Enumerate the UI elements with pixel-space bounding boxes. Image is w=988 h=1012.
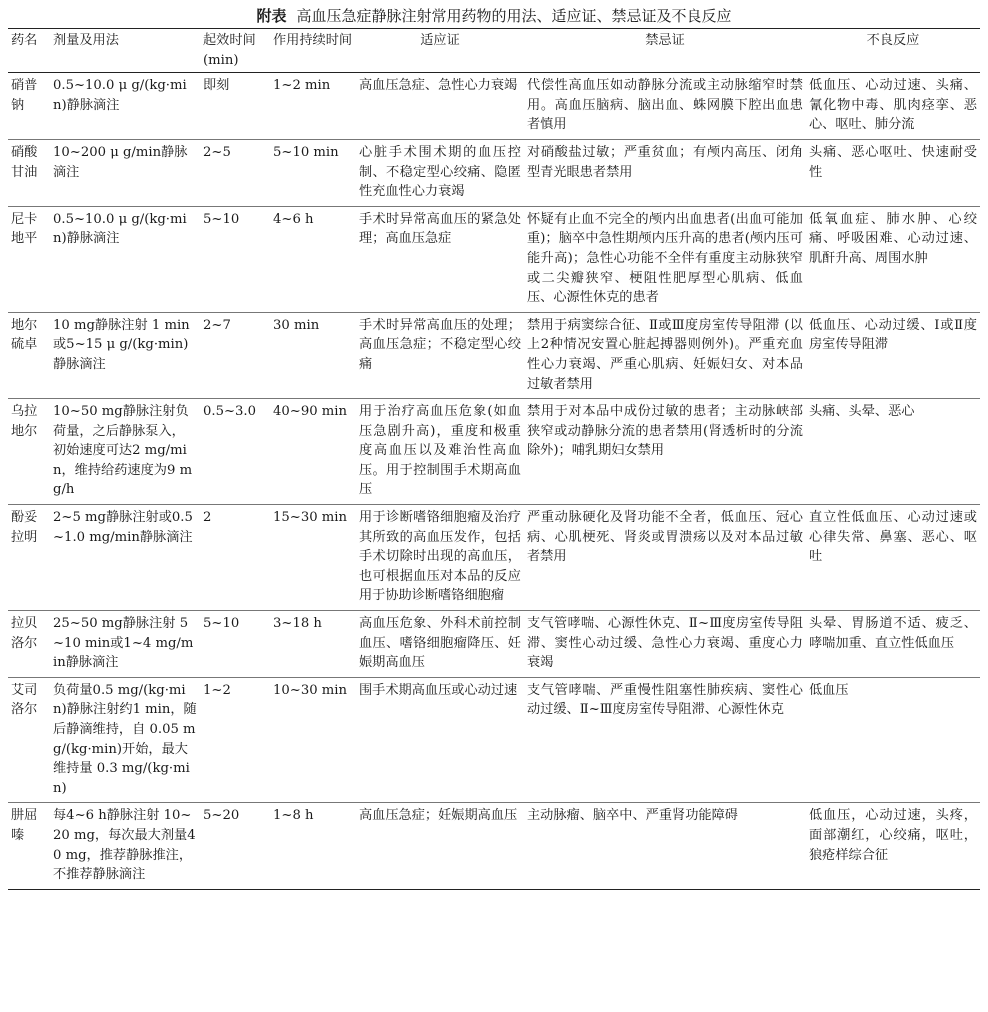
cell-adverse: 头痛、头晕、恶心 <box>809 404 915 420</box>
cell-dose: 0.5~10.0 μ g/(kg·min)静脉滴注 <box>53 211 187 247</box>
table-row <box>8 73 980 140</box>
cell-adverse: 头晕、胃肠道不适、疲乏、哮喘加重、直立性低血压 <box>809 616 977 651</box>
cell-drug: 酚妥拉明 <box>11 510 38 545</box>
cell-contraindication: 支气管哮喘、心源性休克、Ⅱ~Ⅲ度房室传导阻滞、窦性心动过缓、急性心力衰竭、重度心力衰竭 <box>527 616 803 671</box>
cell-indication: 高血压危象、外科术前控制血压、嗜铬细胞瘤降压、妊娠期高血压 <box>359 616 521 671</box>
cell-drug: 尼卡地平 <box>11 211 38 247</box>
cell-onset: 2 <box>203 510 212 526</box>
header-adverse: 不良反应 <box>866 33 920 48</box>
cell-drug: 硝普钠 <box>11 78 38 113</box>
table-row <box>8 803 980 889</box>
cell-adverse: 直立性低血压、心动过速或心律失常、鼻塞、恶心、呕吐 <box>809 510 977 565</box>
cell-drug: 乌拉地尔 <box>11 404 38 439</box>
cell-indication: 高血压急症、急性心力衰竭 <box>359 78 518 94</box>
cell-drug: 地尔硫卓 <box>11 317 38 353</box>
cell-indication: 手术时异常高血压的处理；高血压急症；不稳定型心绞痛 <box>359 317 521 372</box>
cell-dose: 每4~6 h静脉注射 10~20 mg，每次最大剂量40 mg，推荐静脉推注，不推荐静脉滴注 <box>53 808 196 883</box>
cell-onset: 0.5~3.0 <box>203 404 256 420</box>
cell-drug: 拉贝洛尔 <box>11 616 38 651</box>
cell-dose: 10 mg静脉注射 1 min或5~15 μ g/(kg·min)静脉滴注 <box>53 317 190 372</box>
header-row <box>8 29 980 73</box>
cell-duration: 30 min <box>273 317 320 333</box>
cell-contraindication: 禁用于对本品中成份过敏的患者；主动脉峡部狭窄或动静脉分流的患者禁用(肾透析时的分流除外)；哺乳期妇女禁用 <box>527 404 803 459</box>
cell-contraindication: 主动脉瘤、脑卒中、严重肾功能障碍 <box>527 808 738 824</box>
table-row <box>8 206 980 312</box>
cell-onset: 即刻 <box>203 78 230 94</box>
cell-dose: 10~50 mg静脉注射负荷量，之后静脉泵入，初始速度可达2 mg/min，维持给药速度为9 mg/h <box>53 404 193 498</box>
header-drug: 药名 <box>11 33 38 48</box>
table-caption <box>8 4 980 28</box>
table-row <box>8 505 980 611</box>
cell-contraindication: 禁用于病窦综合征、Ⅱ或Ⅲ度房室传导阻滞 (以上2种情况安置心脏起搏器则例外)。严重充血性心力衰竭、严重心肌病、妊娠妇女、对本品过敏者禁用 <box>527 317 803 392</box>
cell-onset: 2~7 <box>203 317 231 333</box>
cell-indication: 心脏手术围术期的血压控制、不稳定型心绞痛、隐匿性充血性心力衰竭 <box>359 144 521 200</box>
cell-drug: 艾司洛尔 <box>11 682 38 718</box>
cell-dose: 25~50 mg静脉注射 5~10 min或1~4 mg/min静脉滴注 <box>53 616 194 671</box>
cell-adverse: 低血压，心动过速，头疼，面部潮红，心绞痛，呕吐，狼疮样综合征 <box>809 808 977 863</box>
cell-duration: 4~6 h <box>273 211 314 227</box>
cell-contraindication: 支气管哮喘、严重慢性阻塞性肺疾病、窦性心动过缓、Ⅱ~Ⅲ度房室传导阻滞、心源性休克 <box>527 682 803 718</box>
table-row <box>8 677 980 803</box>
caption-title: 高血压急症静脉注射常用药物的用法、适应证、禁忌证及不良反应 <box>296 7 732 25</box>
cell-onset: 5~10 <box>203 211 240 227</box>
cell-dose: 负荷量0.5 mg/(kg·min)静脉注射约1 min，随后静滴维持，自 0.05 mg/(kg·min)开始，最大维持量 0.3 mg/(kg·min) <box>53 682 197 796</box>
cell-drug: 肼屈嗪 <box>11 808 38 843</box>
drug-table <box>8 28 980 890</box>
cell-onset: 5~10 <box>203 616 240 632</box>
cell-contraindication: 代偿性高血压如动静脉分流或主动脉缩窄时禁用。高血压脑病、脑出血、蛛网膜下腔出血患者慎用 <box>527 78 803 133</box>
header-onset: 起效时间(min) <box>203 33 256 68</box>
cell-duration: 15~30 min <box>273 510 348 526</box>
cell-contraindication: 严重动脉硬化及肾功能不全者，低血压、冠心病、心肌梗死、肾炎或胃溃疡以及对本品过敏者禁用 <box>527 510 803 565</box>
cell-onset: 1~2 <box>203 682 231 698</box>
table-row <box>8 611 980 678</box>
cell-indication: 用于诊断嗜铬细胞瘤及治疗其所致的高血压发作，包括手术切除时出现的高血压，也可根据血压对本品的反应用于协助诊断嗜铬细胞瘤 <box>359 510 521 604</box>
cell-onset: 2~5 <box>203 144 231 160</box>
cell-indication: 高血压急症；妊娠期高血压 <box>359 808 518 824</box>
cell-adverse: 头痛、恶心呕吐、快速耐受性 <box>809 144 977 180</box>
cell-onset: 5~20 <box>203 808 240 824</box>
cell-indication: 用于治疗高血压危象(如血压急剧升高)，重度和极重度高血压以及难治性高血压。用于控制围手术期高血压 <box>359 404 521 498</box>
cell-adverse: 低血压 <box>809 682 849 698</box>
cell-drug: 硝酸甘油 <box>11 144 38 180</box>
cell-duration: 10~30 min <box>273 682 348 698</box>
cell-duration: 1~8 h <box>273 808 314 824</box>
cell-duration: 3~18 h <box>273 616 322 632</box>
cell-indication: 围手术期高血压或心动过速 <box>359 682 518 698</box>
cell-adverse: 低氧血症、肺水肿、心绞痛、呼吸困难、心动过速、肌酐升高、周围水肿 <box>809 211 977 266</box>
cell-adverse: 低血压、心动过速、头痛、氰化物中毒、肌肉痉挛、恶心、呕吐、肺分流 <box>809 78 977 133</box>
table-row <box>8 139 980 206</box>
cell-duration: 1~2 min <box>273 78 331 94</box>
cell-indication: 手术时异常高血压的紧急处理；高血压急症 <box>359 211 521 247</box>
cell-dose: 0.5~10.0 μ g/(kg·min)静脉滴注 <box>53 78 187 113</box>
header-contraindication: 禁忌证 <box>645 33 685 48</box>
cell-adverse: 低血压、心动过缓、Ⅰ或Ⅱ度房室传导阻滞 <box>809 317 977 353</box>
cell-duration: 5~10 min <box>273 144 339 160</box>
header-dose: 剂量及用法 <box>53 33 119 48</box>
header-indication: 适应证 <box>420 33 460 48</box>
cell-contraindication: 怀疑有止血不完全的颅内出血患者(出血可能加重)；脑卒中急性期颅内压升高的患者(颅内压可能升高)；急性心功能不全伴有重度主动脉狭窄或二尖瓣狭窄、梗阻性肥厚型心肌病、低血压、心源性休克的患者 <box>527 211 803 306</box>
table-row <box>8 399 980 505</box>
header-duration: 作用持续时间 <box>273 33 353 48</box>
cell-dose: 10~200 μ g/min静脉滴注 <box>53 144 188 180</box>
table-row <box>8 312 980 398</box>
cell-contraindication: 对硝酸盐过敏；严重贫血；有颅内高压、闭角型青光眼患者禁用 <box>527 144 803 180</box>
cell-duration: 40~90 min <box>273 404 348 420</box>
caption-label: 附表 <box>256 7 287 25</box>
cell-dose: 2~5 mg静脉注射或0.5~1.0 mg/min静脉滴注 <box>53 510 193 545</box>
